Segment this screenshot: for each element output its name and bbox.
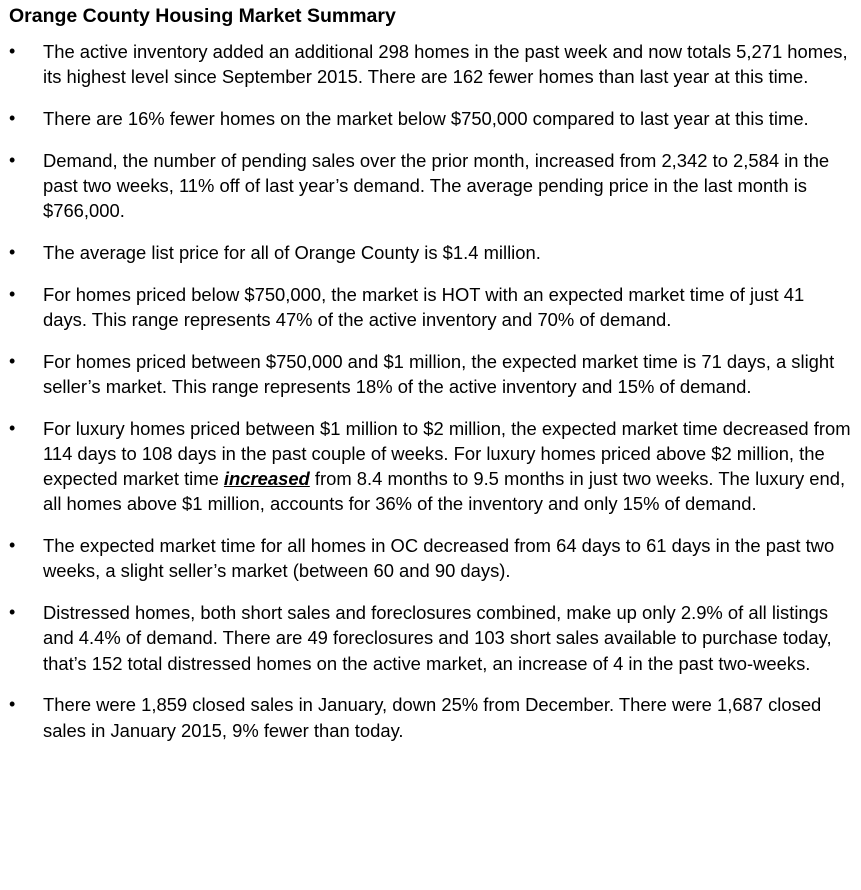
bullet-item-inventory (9, 39, 853, 89)
bullet-icon: • (9, 242, 16, 262)
bullet-text-before: For luxury homes priced between $1 million to $2 million, the expected market time decreased from 114 days to 108 days in the past couple of weeks. For luxury homes priced above $2 million, the expected market time (43, 417, 851, 490)
bullet-text: The active inventory added an additional 298 homes in the past week and now totals 5,271 homes, its highest level since September 2015. There are 162 fewer homes than last year at this time. (43, 41, 848, 88)
bullet-item-hot-market (9, 282, 853, 332)
bullet-icon: • (9, 108, 16, 128)
bullet-text: There are 16% fewer homes on the market below $750,000 compared to last year at this time. (43, 108, 809, 129)
bullet-text: Demand, the number of pending sales over the prior month, increased from 2,342 to 2,584 in the past two weeks, 11% off of last year’s demand. The average pending price in the last month is $766,000. (43, 149, 830, 222)
emphasized-word: increased (223, 468, 310, 490)
bullet-item-closed-sales (9, 692, 853, 742)
bullet-item-average-list-price (9, 240, 853, 265)
bullet-text: There were 1,859 closed sales in January, down 25% from December. There were 1,687 closed sales in January 2015, 9% fewer than today. (43, 694, 822, 741)
bullet-icon: • (9, 602, 16, 623)
bullet-icon: • (9, 694, 16, 715)
document-title: Orange County Housing Market Summary (9, 5, 396, 27)
bullet-text: The average list price for all of Orange County is $1.4 million. (43, 242, 541, 263)
bullet-icon: • (9, 41, 16, 61)
bullet-icon: • (9, 417, 16, 438)
bullet-text: The expected market time for all homes in OC decreased from 64 days to 61 days in the past two weeks, a slight seller’s market (between 60 and 90 days). (43, 535, 835, 582)
bullet-icon: • (9, 350, 16, 371)
bullet-icon: • (9, 149, 16, 170)
bullet-text: Distressed homes, both short sales and foreclosures combined, make up only 2.9% of all listings and 4.4% of demand. There are 49 foreclosures and 103 short sales available to purchase today, that’s 152 total distressed homes on the active market, an increase of 4 in the past two-weeks. (43, 602, 832, 674)
bullet-item-luxury (9, 416, 853, 517)
bullet-item-market-time (9, 533, 853, 583)
bullet-text: For homes priced below $750,000, the market is HOT with an expected market time of just 41 days. This range represents 47% of the active inventory and 70% of demand. (43, 283, 805, 330)
bullet-icon: • (9, 535, 16, 556)
bullet-item-750k-to-1m (9, 349, 853, 399)
bullet-icon: • (9, 283, 16, 304)
bullet-item-distressed (9, 600, 853, 676)
bullet-item-below-750k (9, 106, 853, 131)
bullet-item-demand (9, 148, 853, 224)
summary-bullet-list (9, 39, 853, 743)
bullet-text-after: from 8.4 months to 9.5 months in just two weeks. The luxury end, all homes above $1 million, accounts for 36% of the inventory and only 15% of demand. (43, 468, 846, 515)
bullet-text: For homes priced between $750,000 and $1 million, the expected market time is 71 days, a slight seller’s market. This range represents 18% of the active inventory and 15% of demand. (43, 350, 835, 397)
